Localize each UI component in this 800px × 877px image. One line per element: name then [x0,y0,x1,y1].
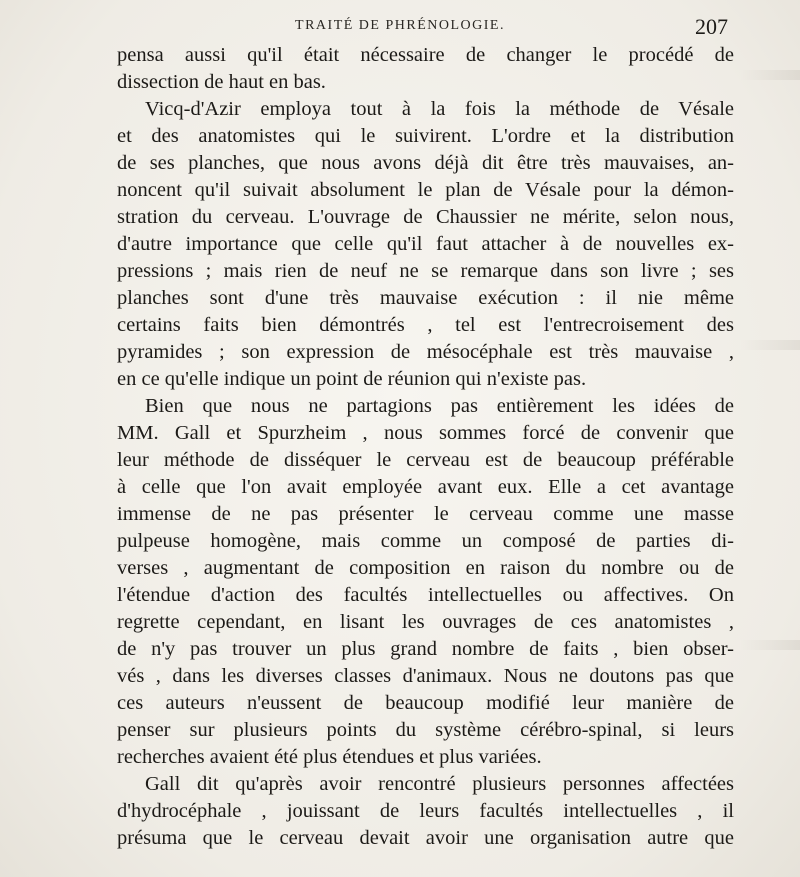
text-line: MM. Gall et Spurzheim , nous sommes forcé de convenir que [117,422,734,444]
text-line: Vicq-d'Azir employa tout à la fois la méthode de Vésale [145,98,734,120]
text-line: présuma que le cerveau devait avoir une organisation autre que [117,827,734,849]
body-text [117,42,734,852]
text-line: planches sont d'une très mauvaise exécution : il nie même [117,287,734,309]
show-through-shadow [740,640,800,650]
text-line: Bien que nous ne partagions pas entièrement les idées de [145,395,734,417]
page-number: 207 [695,14,728,39]
text-line: dissection de haut en bas. [117,71,326,93]
text-line: d'autre importance que celle qu'il faut attacher à de nouvelles ex- [117,233,734,255]
text-line: Gall dit qu'après avoir rencontré plusieurs personnes affectées [145,773,734,795]
text-line: regrette cependant, en lisant les ouvrages de ces anatomistes , [117,611,734,633]
text-line: en ce qu'elle indique un point de réunion qui n'existe pas. [117,368,587,390]
text-line: de n'y pas trouver un plus grand nombre de faits , bien obser- [117,638,734,660]
text-line: stration du cerveau. L'ouvrage de Chaussier ne mérite, selon nous, [117,206,734,228]
text-line: noncent qu'il suivait absolument le plan de Vésale pour la démon- [117,179,734,201]
text-line: et des anatomistes qui le suivirent. L'ordre et la distribution [117,125,734,147]
text-line: pensa aussi qu'il était nécessaire de changer le procédé de [117,44,734,66]
text-line: vés , dans les diverses classes d'animaux. Nous ne doutons pas que [117,665,734,687]
text-line: certains faits bien démontrés , tel est l'entrecroisement des [117,314,734,336]
running-title: TRAITÉ DE PHRÉNOLOGIE. [295,18,505,33]
text-line: verses , augmentant de composition en raison du nombre ou de [117,557,734,579]
running-head [0,14,800,40]
text-line: à celle que l'on avait employée avant eux. Elle a cet avantage [117,476,734,498]
text-line: leur méthode de disséquer le cerveau est de beaucoup préférable [117,449,734,471]
text-line: penser sur plusieurs points du système cérébro-spinal, si leurs [117,719,734,741]
show-through-shadow [740,340,800,350]
text-line: pulpeuse homogène, mais comme un composé de parties di- [117,530,734,552]
text-line: immense de ne pas présenter le cerveau comme une masse [117,503,734,525]
show-through-shadow [740,70,800,80]
text-line: d'hydrocéphale , jouissant de leurs facultés intellectuelles , il [117,800,734,822]
text-line: pressions ; mais rien de neuf ne se remarque dans son livre ; ses [117,260,734,282]
text-line: l'étendue d'action des facultés intellectuelles ou affectives. On [117,584,734,606]
text-line: ces auteurs n'eussent de beaucoup modifié leur manière de [117,692,734,714]
text-line: de ses planches, que nous avons déjà dit être très mauvaises, an- [117,152,734,174]
text-line: pyramides ; son expression de mésocéphale est très mauvaise , [117,341,734,363]
text-line: recherches avaient été plus étendues et plus variées. [117,746,542,768]
